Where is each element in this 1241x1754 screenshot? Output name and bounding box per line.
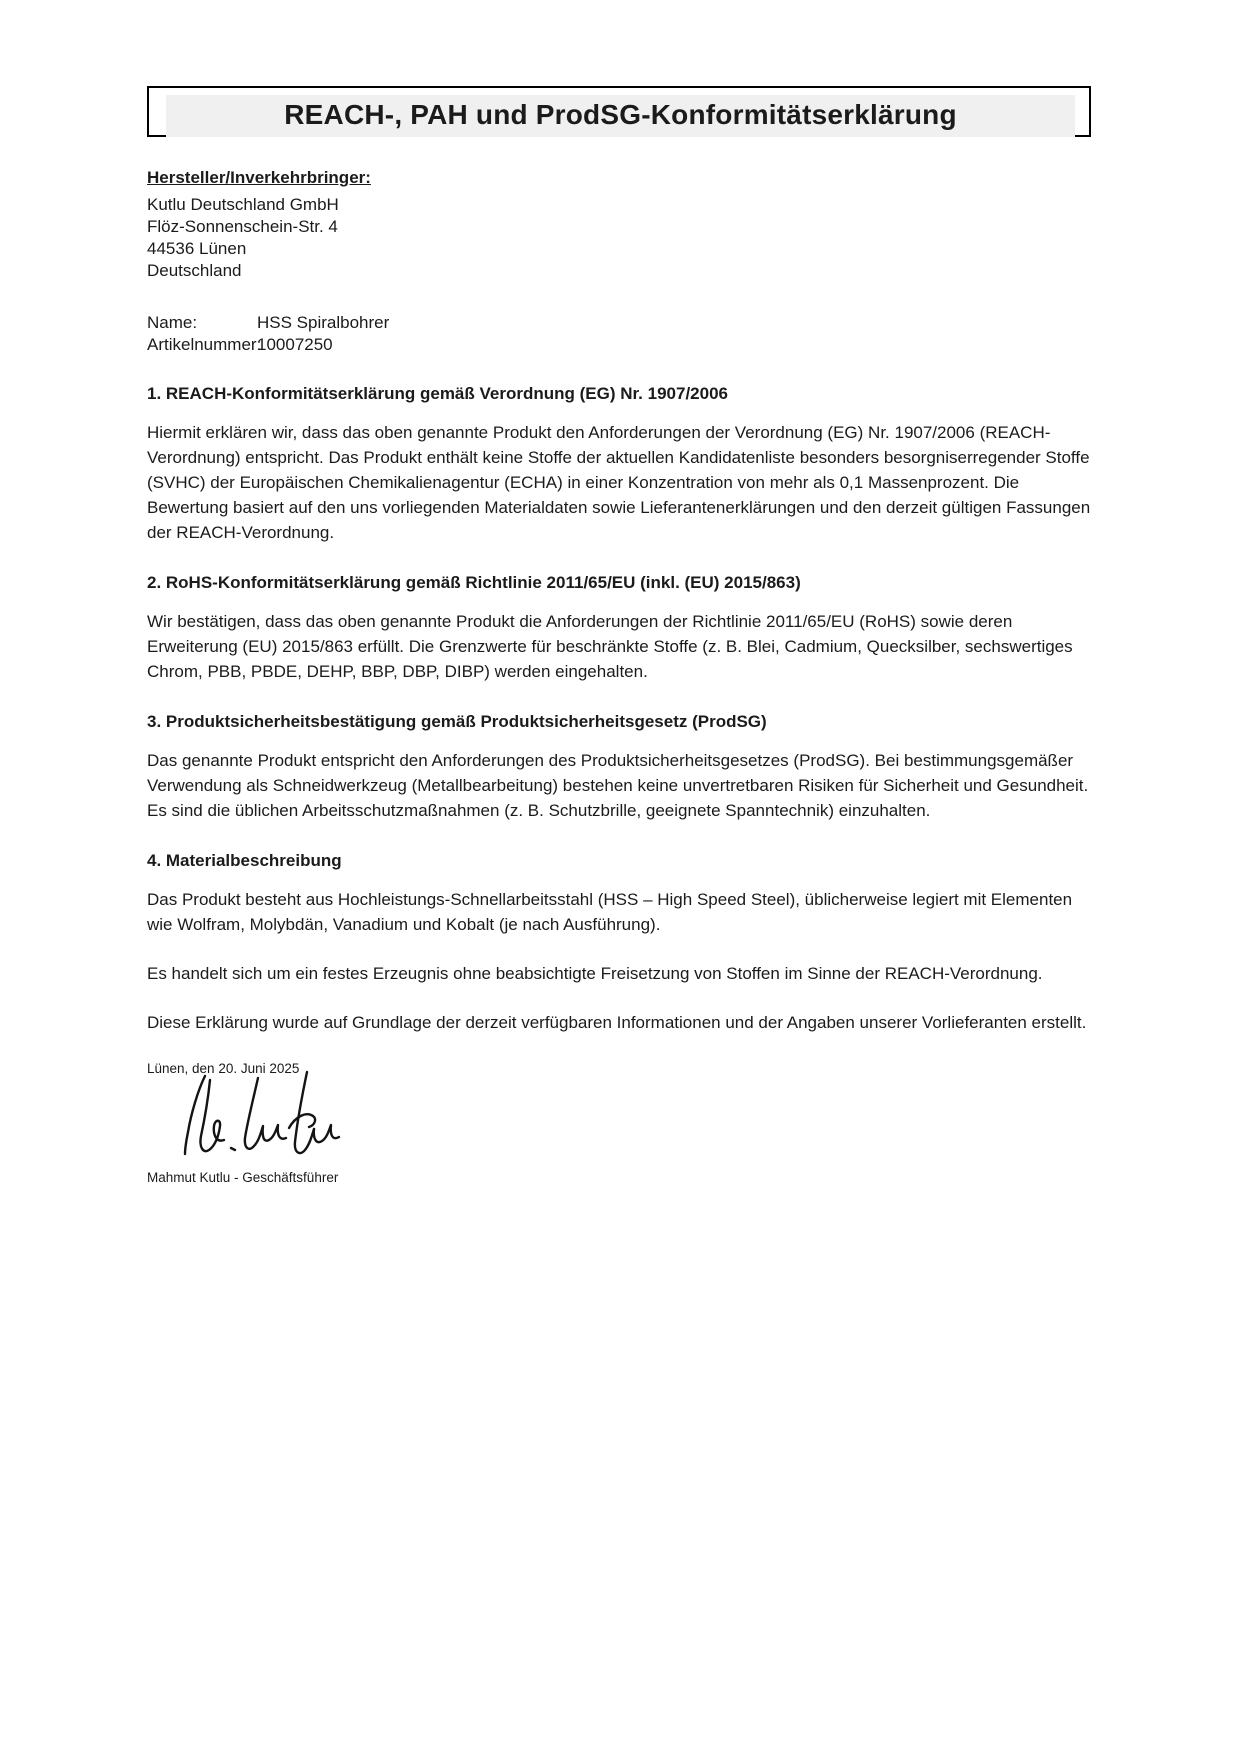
manufacturer-street: Flöz-Sonnenschein-Str. 4 <box>147 217 338 236</box>
place-date-line: Lünen, den 20. Juni 2025 <box>147 1061 300 1076</box>
product-article-value: 10007250 <box>257 335 333 354</box>
signature-icon <box>161 1064 351 1168</box>
section-rohs <box>147 573 1091 684</box>
section-reach <box>147 384 1091 545</box>
manufacturer-heading: Hersteller/Inverkehrbringer: <box>147 168 371 187</box>
signatory-name: Mahmut Kutlu - Geschäftsführer <box>147 1170 339 1185</box>
manufacturer-city: 44536 Lünen <box>147 239 247 258</box>
manufacturer-block <box>147 168 1091 282</box>
title-frame <box>147 86 1091 137</box>
section-material <box>147 851 1091 937</box>
section-prodsg <box>147 712 1091 823</box>
product-name-label: Name: <box>147 313 198 332</box>
product-name-value: HSS Spiralbohrer <box>257 313 390 332</box>
manufacturer-company: Kutlu Deutschland GmbH <box>147 195 339 214</box>
closing-paragraph-2: Diese Erklärung wurde auf Grundlage der derzeit verfügbaren Informationen und der Angaben unserer Vorlieferanten erstellt. <box>147 1013 1087 1032</box>
closing-paragraph-1: Es handelt sich um ein festes Erzeugnis ohne beabsichtigte Freisetzung von Stoffen im Sinne der REACH-Verordnung. <box>147 964 1043 983</box>
product-article-label: Artikelnummer: <box>147 335 262 354</box>
product-article-row <box>147 334 1091 356</box>
section-rohs-body: Wir bestätigen, dass das oben genannte Produkt die Anforderungen der Richtlinie 2011/65/EU (RoHS) sowie deren Erweiterung (EU) 2015/863 erfüllt. Die Grenzwerte für beschränkte Stoffe (z. B. Blei, Cadmium, Quecksilber, sechswertiges Chrom, PBB, PBDE, DEHP, BBP, DBP, DIBP) werden eingehalten. <box>147 612 1073 681</box>
handwritten-signature <box>161 1064 1091 1164</box>
section-prodsg-body: Das genannte Produkt entspricht den Anforderungen des Produktsicherheitsgesetzes (ProdSG). Bei bestimmungsgemäßer Verwendung als Schneidwerkzeug (Metallbearbeitung) bestehen keine unvertretbaren Risiken für Sicherheit und Gesundheit. Es sind die üblichen Arbeitsschutzmaßnahmen (z. B. Schutzbrille, geeignete Spanntechnik) einzuhalten. <box>147 751 1089 820</box>
section-reach-heading: 1. REACH-Konformitätserklärung gemäß Verordnung (EG) Nr. 1907/2006 <box>147 384 728 403</box>
page-title: REACH-, PAH und ProdSG-Konformitätserklärung <box>166 95 1075 137</box>
manufacturer-country: Deutschland <box>147 261 242 280</box>
product-block <box>147 312 1091 356</box>
section-material-body: Das Produkt besteht aus Hochleistungs-Schnellarbeitsstahl (HSS – High Speed Steel), üblicherweise legiert mit Elementen wie Wolfram, Molybdän, Vanadium und Kobalt (je nach Ausführung). <box>147 890 1073 934</box>
section-rohs-heading: 2. RoHS-Konformitätserklärung gemäß Richtlinie 2011/65/EU (inkl. (EU) 2015/863) <box>147 573 801 592</box>
section-prodsg-heading: 3. Produktsicherheitsbestätigung gemäß Produktsicherheitsgesetz (ProdSG) <box>147 712 767 731</box>
section-material-heading: 4. Materialbeschreibung <box>147 851 342 870</box>
product-name-row <box>147 312 1091 334</box>
section-reach-body: Hiermit erklären wir, dass das oben genannte Produkt den Anforderungen der Verordnung (EG) Nr. 1907/2006 (REACH-Verordnung) entspricht. Das Produkt enthält keine Stoffe der aktuellen Kandidatenliste besonders besorgniserregender Stoffe (SVHC) der Europäischen Chemikalienagentur (ECHA) in einer Konzentration von mehr als 0,1 Massenprozent. Die Bewertung basiert auf den uns vorliegenden Materialdaten sowie Lieferantenerklärungen und den derzeit gültigen Fassungen der REACH-Verordnung. <box>147 423 1091 542</box>
